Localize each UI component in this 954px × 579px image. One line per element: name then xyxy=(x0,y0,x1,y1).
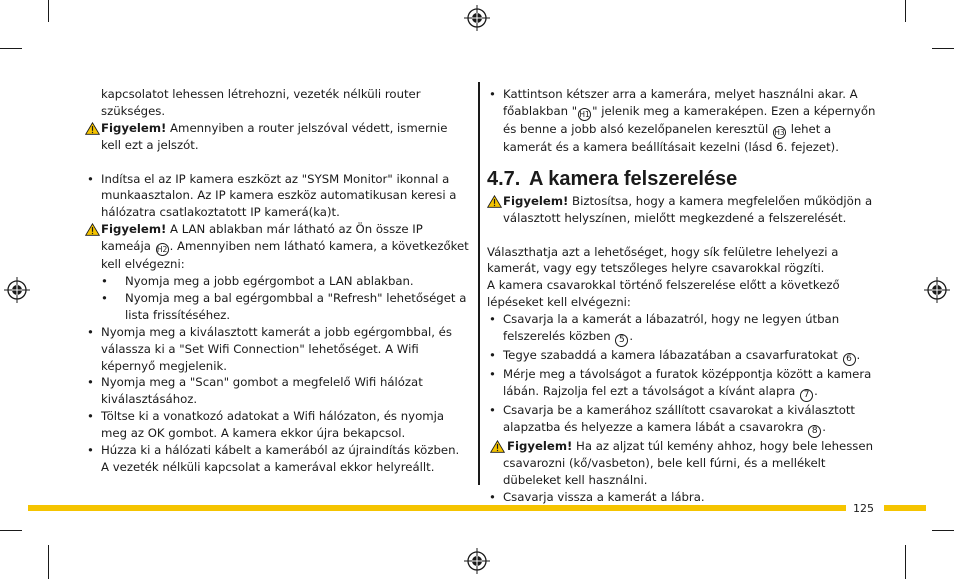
crop-mark-tr-h xyxy=(932,48,954,49)
step-badge: 7 xyxy=(800,389,813,402)
warning-icon xyxy=(490,440,505,453)
crop-mark-bl-h xyxy=(0,530,22,531)
list-item: • Csavarja la a kamerát a lábazatról, hogy ne legyen útban felszerelés közben 5 . xyxy=(487,311,880,347)
crop-mark-tl-h xyxy=(0,48,22,49)
section-number: 4.7. xyxy=(487,167,521,190)
warning-text: Biztosítsa, hogy a kamera megfelelően működjön a választott helyszínen, mielőtt megkezdené a felszerelését. xyxy=(503,193,873,225)
warning-icon xyxy=(487,195,502,208)
step-badge: 6 xyxy=(843,353,856,366)
paragraph: A kamera csavarokkal történő felszerelése előtt a következő lépéseket kell elvégezni: xyxy=(487,278,840,310)
crop-mark-tl-v xyxy=(48,0,49,22)
reference-badge: H2 xyxy=(156,245,168,255)
crop-mark-br-h xyxy=(932,530,954,531)
step-badge: 5 xyxy=(615,334,628,347)
paragraph: kapcsolatot lehessen létrehozni, vezeték nélküli router szükséges. xyxy=(101,87,421,118)
footer-accent-bar xyxy=(28,505,846,511)
section-title: A kamera felszerelése xyxy=(529,167,738,190)
list-item: • Tegye szabaddá a kamera lábazatában a csavarfuratokat 6 . xyxy=(487,347,880,366)
list-item: • Csavarja vissza a kamerát a lábra. xyxy=(487,489,880,506)
list-item: • Nyomja meg a kiválasztott kamerát a jobb egérgombbal, és válassza ki a "Set Wifi Connection" lehetőséget. A Wifi képernyő megjelenik. xyxy=(85,324,470,375)
section-heading xyxy=(487,167,880,191)
left-column xyxy=(85,86,470,476)
crop-mark-tr-v xyxy=(905,0,906,22)
registration-mark-icon xyxy=(464,548,490,574)
sub-list-item: • Nyomja meg a jobb egérgombot a LAN ablakban. xyxy=(85,273,470,290)
list-item: • Töltse ki a vonatkozó adatokat a Wifi hálózaton, és nyomja meg az OK gombot. A kamera ekkor újra bekapcsol. xyxy=(85,408,470,442)
paragraph: Választhatja azt a lehetőséget, hogy sík felületre lehelyezi a kamerát, vagy egy tetszőleges helyre csavarokkal rögzíti. xyxy=(487,244,839,276)
list-item: • Mérje meg a távolságot a furatok középpontja között a kamera lábán. Rajzolja fel ezt a távolságot a kívánt alapra 7 . xyxy=(487,366,880,402)
column-divider xyxy=(478,82,480,485)
sub-list-item: • Nyomja meg a bal egérgombbal a "Refresh" lehetőséget a lista frissítéséhez. xyxy=(85,290,470,324)
warning-label: Figyelem! xyxy=(101,222,167,237)
warning-icon xyxy=(85,122,100,135)
crop-mark-bl-v xyxy=(48,545,49,579)
warning-icon xyxy=(85,223,100,236)
warning-label: Figyelem! xyxy=(507,438,573,453)
right-column xyxy=(487,86,880,505)
warning-text: . Amennyiben nem látható kamera, a következőket kell elvégezni: xyxy=(101,239,469,272)
list-item: • Kattintson kétszer arra a kamerára, melyet használni akar. A főablakban " H1 " jelenik meg a kameraképen. Ezen a képernyőn és benne a jobb alsó kezelőpanelen keresztül H3 lehet a kamerát és a kamera beállításait kezelni (lásd 6. fejezet). xyxy=(487,86,880,156)
registration-mark-icon xyxy=(4,277,30,303)
crop-mark-br-v xyxy=(905,545,906,579)
step-badge: 8 xyxy=(808,425,821,438)
footer-accent-bar xyxy=(884,505,926,511)
list-item: • Nyomja meg a "Scan" gombot a megfelelő Wifi hálózat kiválasztásához. xyxy=(85,374,470,408)
warning-note xyxy=(85,120,470,154)
warning-text: Ha az aljzat túl kemény ahhoz, hogy bele lehessen csavarozni (kő/vasbeton), bele kell fúrni, és a mellékelt dübeleket kell használni. xyxy=(503,438,873,487)
list-item: • Húzza ki a hálózati kábelt a kamerából az újraindítás közben. A vezeték nélküli kapcsolat a kamerával ekkor helyreállt. xyxy=(85,442,470,476)
page-number: 125 xyxy=(853,502,874,515)
warning-text: A LAN ablakban már látható az Ön össze IP kameája xyxy=(101,222,423,254)
warning-note xyxy=(85,221,470,273)
registration-mark-icon xyxy=(464,5,490,31)
registration-mark-icon xyxy=(924,277,950,303)
reference-badge: H1 xyxy=(579,109,590,119)
warning-note xyxy=(487,193,880,227)
warning-text: Amennyiben a router jelszóval védett, ismernie kell ezt a jelszót. xyxy=(101,120,448,152)
warning-label: Figyelem! xyxy=(101,120,167,135)
warning-label: Figyelem! xyxy=(503,193,569,208)
list-item: • Csavarja be a kamerához szállított csavarokat a kiválasztott alapzatba és helyezze a kamera lábát a csavarokra 8 . xyxy=(487,402,880,438)
warning-note xyxy=(487,438,880,489)
reference-badge: H3 xyxy=(774,127,785,137)
list-item: • Indítsa el az IP kamera eszközt az "SYSM Monitor" ikonnal a munkaasztalon. Az IP kamera eszköz automatikusan keresi a hálózatra csatlakoztatott IP kamerá(ka)t. xyxy=(85,171,470,222)
